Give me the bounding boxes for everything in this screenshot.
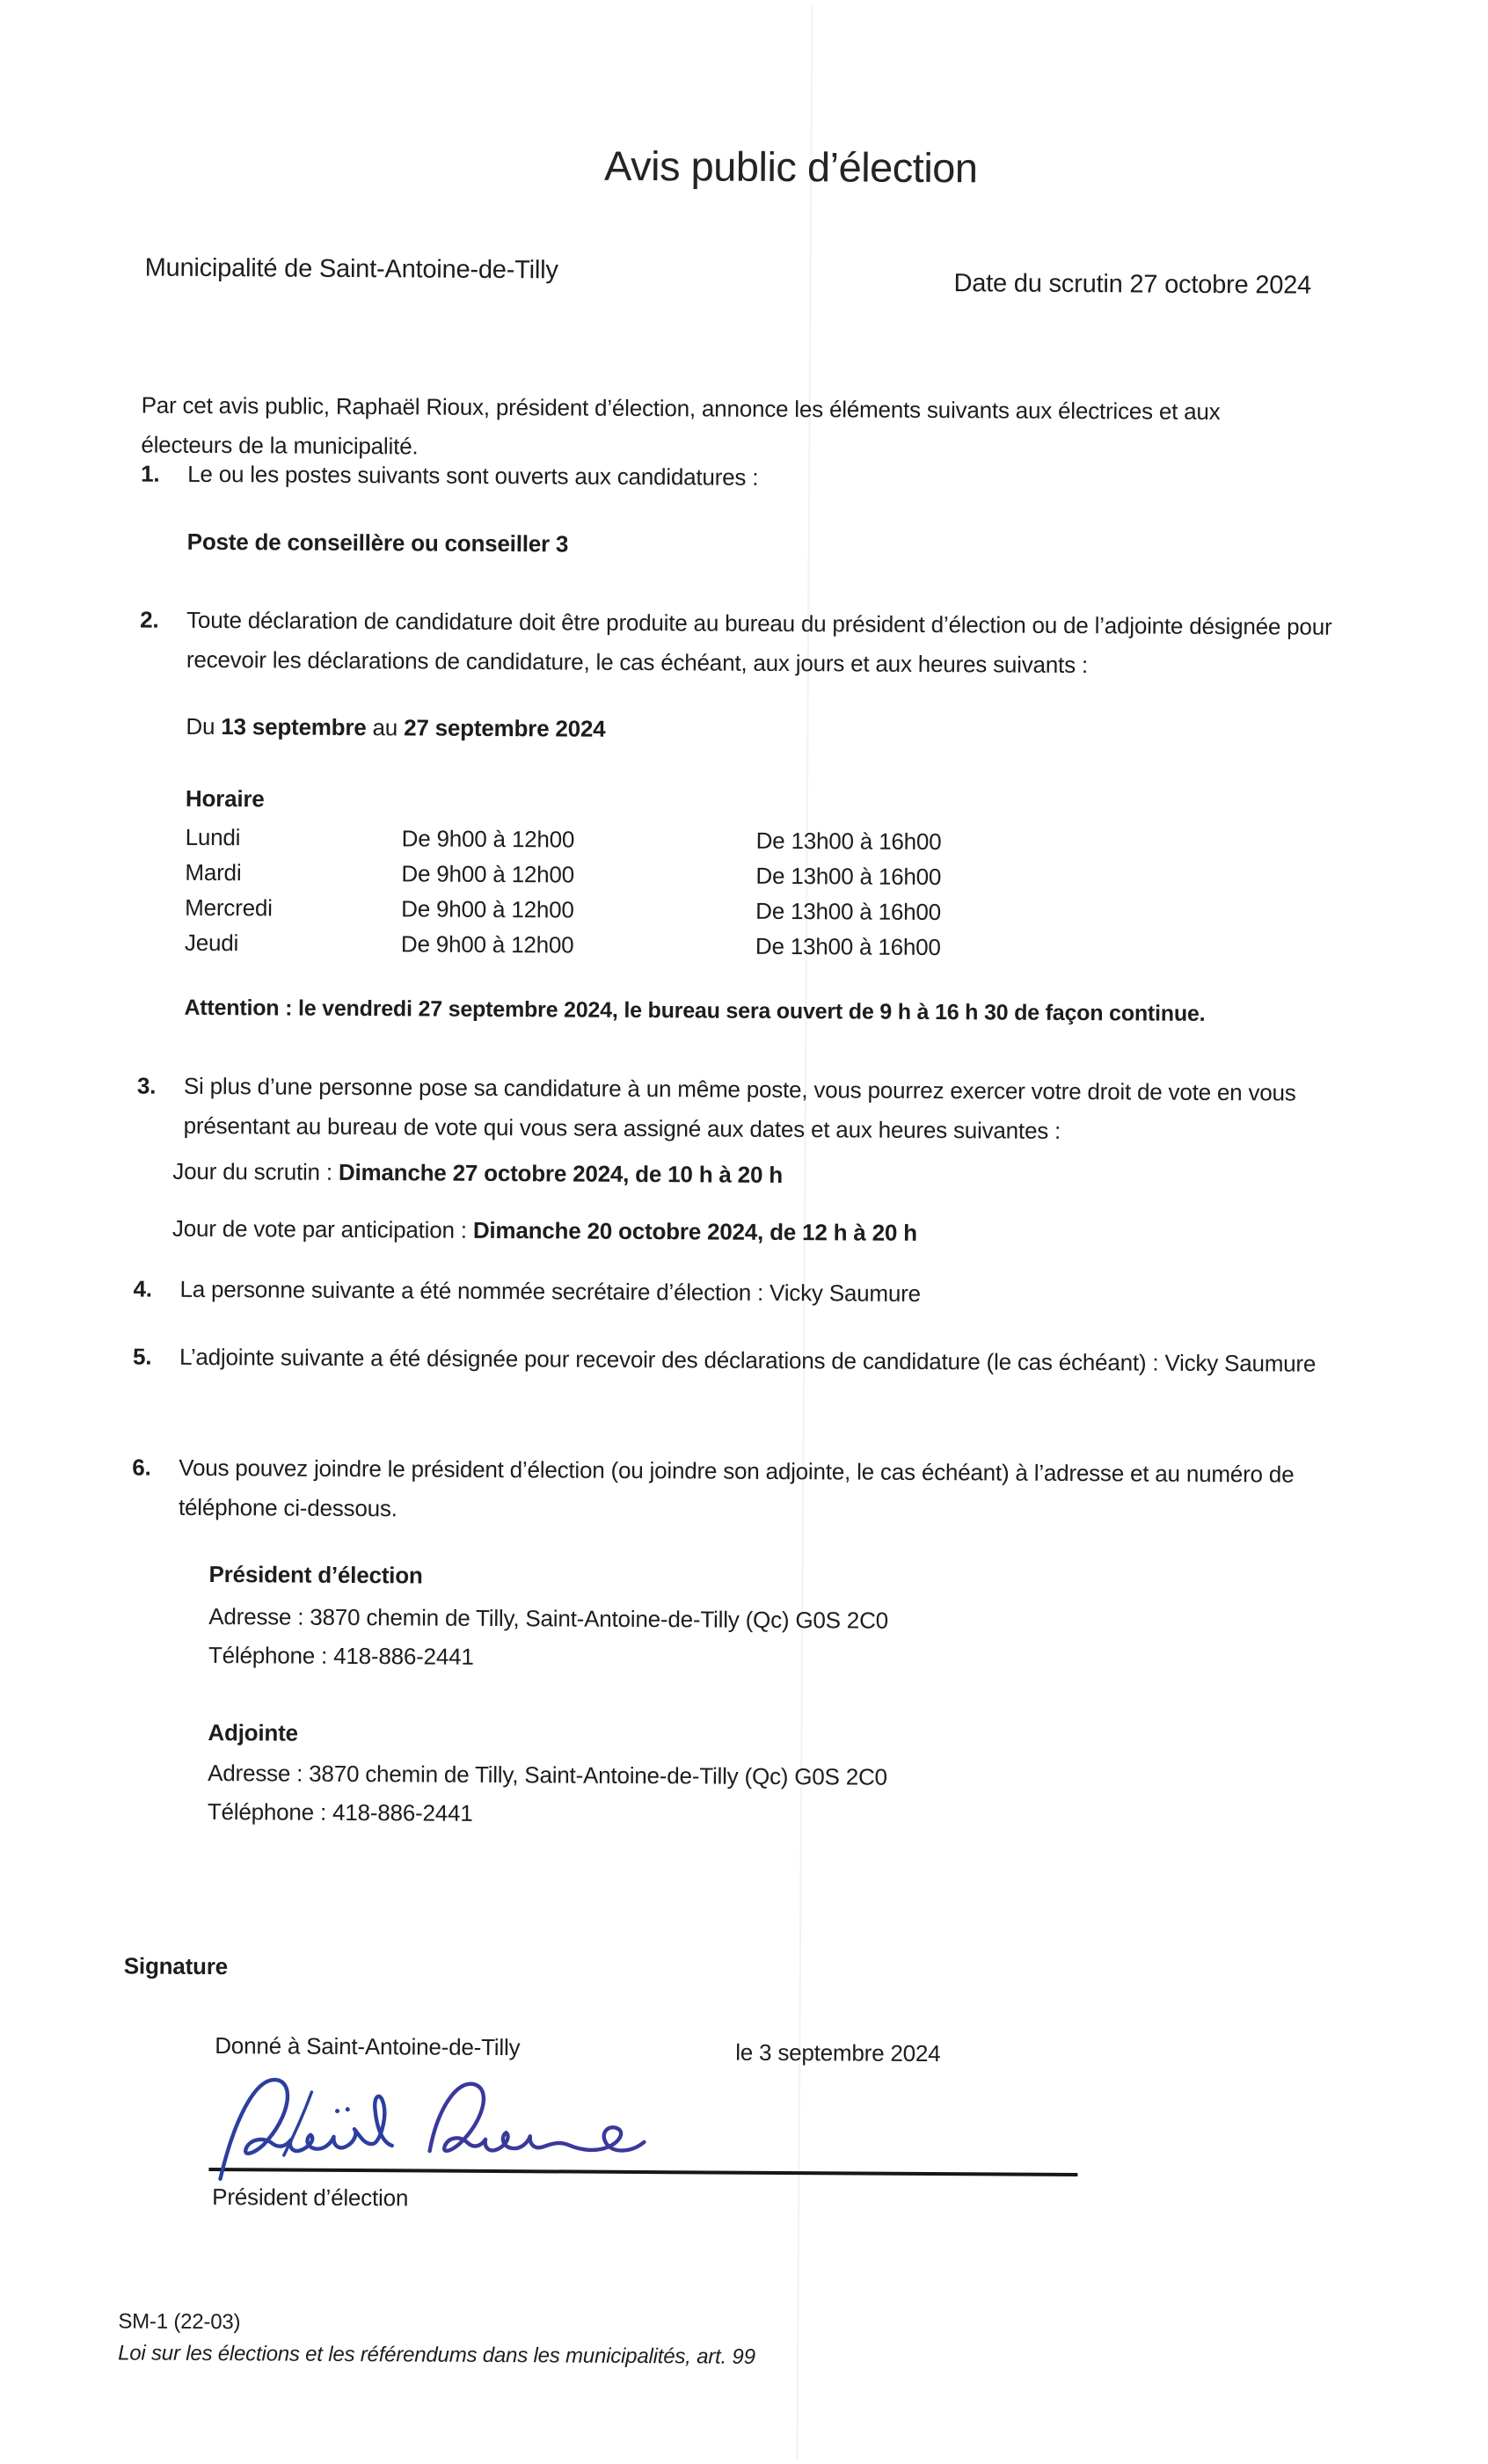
item-4-number: 4. xyxy=(133,1275,152,1302)
page-title: Avis public d’élection xyxy=(603,142,978,192)
item-1 xyxy=(141,454,1359,500)
item-6-text: Vous pouvez joindre le président d’élection (ou joindre son adjointe, le cas échéant) à l’adresse et au numéro de téléphone ci-dessous. xyxy=(178,1454,1295,1522)
item-5-text: L’adjointe suivante a été désignée pour recevoir des déclarations de candidature (le cas échéant) : Vicky Saumure xyxy=(179,1343,1317,1377)
schedule-pm: De 13h00 à 16h00 xyxy=(755,897,942,926)
advance-polling-day xyxy=(172,1215,917,1247)
municipality-name: Municipalité de Saint-Antoine-de-Tilly xyxy=(144,253,558,285)
schedule-table xyxy=(185,820,942,965)
adjointe-address: Adresse : 3870 chemin de Tilly, Saint-Antoine-de-Tilly (Qc) G0S 2C0 xyxy=(208,1759,887,1790)
item-5 xyxy=(133,1337,1351,1383)
schedule-am: De 9h00 à 12h00 xyxy=(401,825,575,853)
law-reference: Loi sur les élections et les référendums dans les municipalités, art. 99 xyxy=(118,2341,755,2369)
schedule-day: Mercredi xyxy=(185,893,273,922)
open-post: Poste de conseillère ou conseiller 3 xyxy=(186,528,569,558)
president-address: Adresse : 3870 chemin de Tilly, Saint-Antoine-de-Tilly (Qc) G0S 2C0 xyxy=(208,1602,889,1634)
item-2-text: Toute déclaration de candidature doit être produite au bureau du président d’élection ou de l’adjointe désignée pour recevoir les déclarations de candidature, le cas échéant, aux jours et aux heures suivants : xyxy=(186,606,1332,679)
polling-day-value: Dimanche 27 octobre 2024, de 10 h à 20 h xyxy=(338,1158,784,1188)
period-end-date: 27 septembre 2024 xyxy=(404,714,606,742)
item-5-number: 5. xyxy=(132,1343,152,1370)
schedule-pm: De 13h00 à 16h00 xyxy=(755,827,942,856)
schedule-heading: Horaire xyxy=(185,784,265,813)
signature-heading: Signature xyxy=(123,1952,229,1980)
signature-date: le 3 septembre 2024 xyxy=(735,2038,941,2067)
president-heading: Président d’élection xyxy=(208,1560,423,1589)
adjointe-phone: Téléphone : 418-886-2441 xyxy=(207,1797,473,1826)
scrutin-date: Date du scrutin 27 octobre 2024 xyxy=(953,269,1312,300)
polling-day-label: Jour du scrutin : xyxy=(172,1157,339,1185)
schedule-am: De 9h00 à 12h00 xyxy=(401,895,574,923)
polling-day xyxy=(172,1158,783,1189)
advance-polling-label: Jour de vote par anticipation : xyxy=(171,1214,473,1243)
form-number: SM-1 (22-03) xyxy=(118,2309,241,2335)
item-4-text: La personne suivante a été nommée secrétaire d’élection : Vicky Saumure xyxy=(179,1275,921,1307)
adjointe-heading: Adjointe xyxy=(208,1718,298,1746)
item-2-number: 2. xyxy=(140,606,159,633)
item-6 xyxy=(132,1447,1364,1535)
schedule-day: Jeudi xyxy=(184,929,239,957)
item-4 xyxy=(133,1269,1382,1316)
item-1-text: Le ou les postes suivants sont ouverts aux candidatures : xyxy=(187,460,759,491)
schedule-day: Lundi xyxy=(185,823,241,851)
item-2 xyxy=(140,600,1359,686)
item-3 xyxy=(137,1066,1369,1153)
period-mid: au xyxy=(366,714,405,741)
schedule-day: Mardi xyxy=(185,858,242,886)
president-phone: Téléphone : 418-886-2441 xyxy=(208,1641,474,1670)
item-3-number: 3. xyxy=(136,1072,157,1099)
candidacy-period xyxy=(186,713,605,743)
period-prefix: Du xyxy=(186,712,222,740)
item-3-text: Si plus d’une personne pose sa candidature à un même poste, vous pourrez exercer votre droit de vote en vous présentant au bureau de vote qui vous sera assigné aux dates et aux heures suivantes : xyxy=(183,1072,1296,1144)
signature-place: Donné à Saint-Antoine-de-Tilly xyxy=(215,2032,521,2061)
advance-polling-value: Dimanche 20 octobre 2024, de 12 h à 20 h xyxy=(472,1216,917,1246)
signature-role: Président d’élection xyxy=(212,2183,409,2212)
item-6-number: 6. xyxy=(132,1454,151,1481)
schedule-am: De 9h00 à 12h00 xyxy=(401,860,575,888)
schedule-am: De 9h00 à 12h00 xyxy=(400,930,574,959)
attention-note: Attention : le vendredi 27 septembre 2024, le bureau sera ouvert de 9 h à 16 h 30 de façon continue. xyxy=(184,995,1206,1026)
item-1-number: 1. xyxy=(141,460,160,487)
period-start-date: 13 septembre xyxy=(221,713,367,741)
schedule-pm: De 13h00 à 16h00 xyxy=(755,862,942,891)
intro-paragraph: Par cet avis public, Raphaël Rioux, président d’élection, annonce les éléments suivants aux électrices et aux électeurs de la municipalité. xyxy=(141,391,1221,460)
schedule-pm: De 13h00 à 16h00 xyxy=(755,932,941,961)
